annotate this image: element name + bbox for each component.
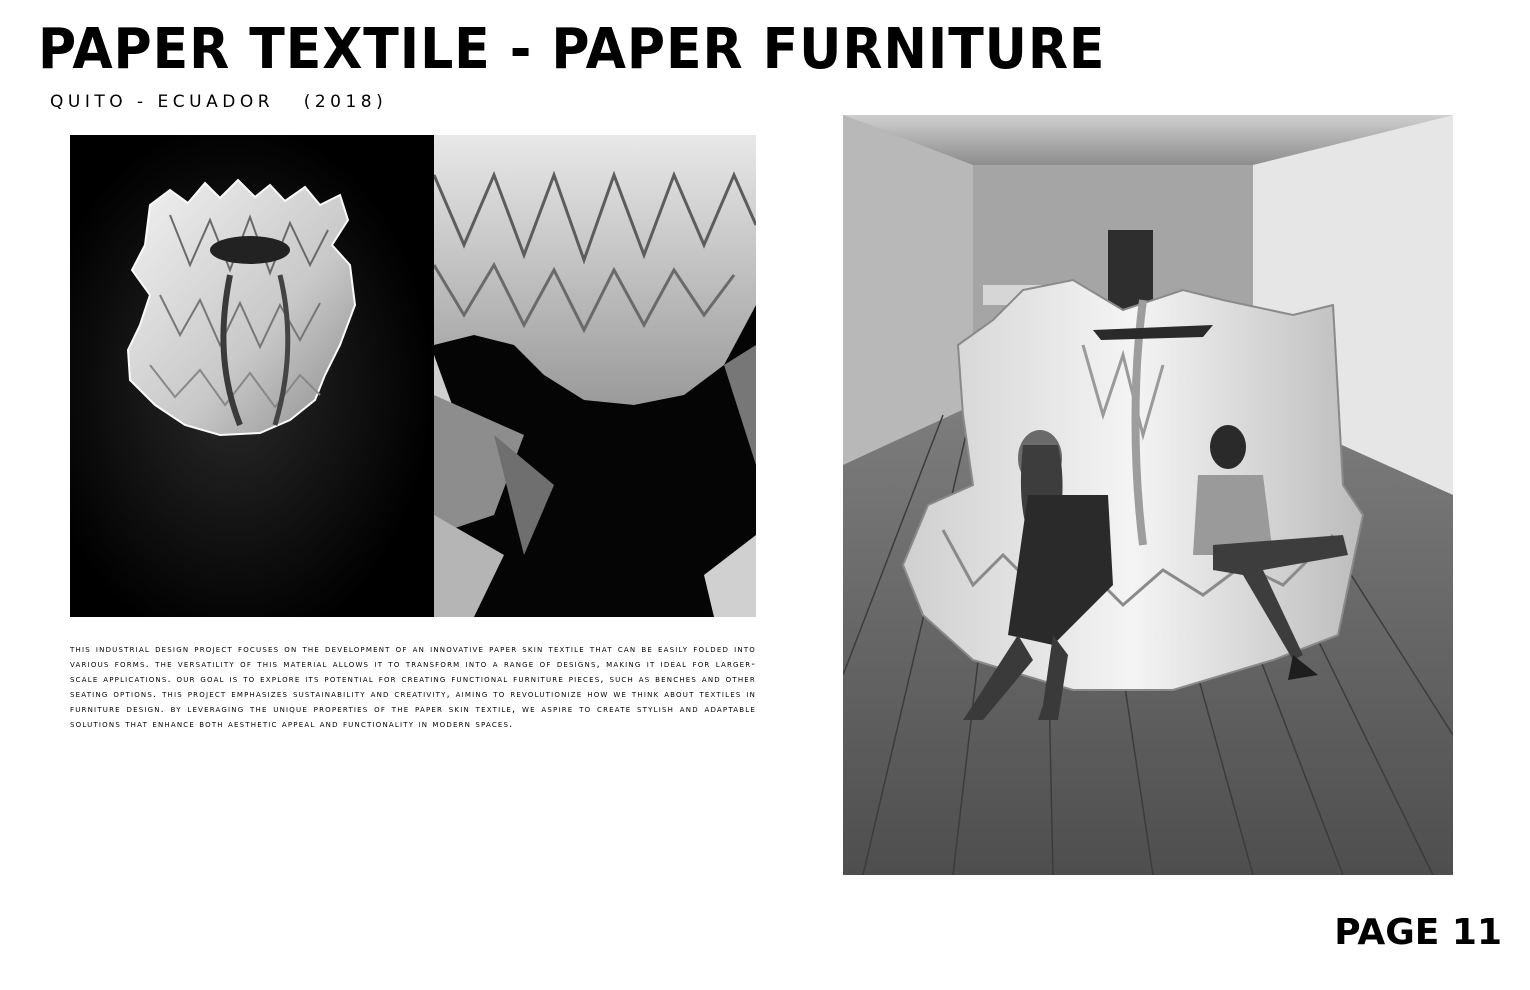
photo-paper-bench-corridor <box>843 115 1453 875</box>
photo-paper-sculpture <box>70 135 434 617</box>
location-year-subtitle: QUITO - ECUADOR (2018) <box>50 92 388 112</box>
page-title: PAPER TEXTILE - PAPER FURNITURE <box>38 17 1106 82</box>
photo-paper-pleats-closeup <box>434 135 756 617</box>
project-description: this industrial design project focuses on the development of an innovative paper skin textile that can be easily folded into various forms. the versatility of this material allows it to transform into a range of designs, making it ideal for larger-scale applications. our goal is to explore its potential for creating functional furniture pieces, such as benches and other seating options. this project emphasizes sustainability and creativity, aiming to revolutionize how we think about textiles in furniture design. by leveraging the unique properties of the paper skin textile, we aspire to create stylish and adaptable solutions that enhance both aesthetic appeal and functionality in modern spaces. <box>70 644 756 730</box>
page-number: PAGE 11 <box>1334 912 1502 953</box>
